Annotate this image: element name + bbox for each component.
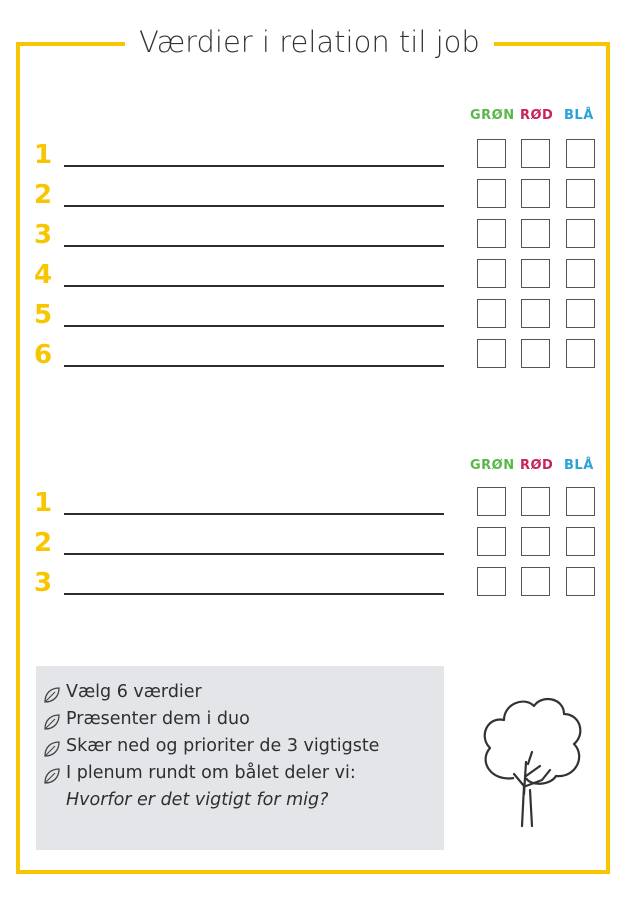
row-number: 2 — [34, 528, 53, 558]
instruction-item — [66, 709, 250, 729]
value-row-5 — [34, 299, 598, 331]
blue-checkbox[interactable] — [566, 219, 595, 248]
priority-row-2 — [34, 527, 598, 559]
green-checkbox[interactable] — [477, 219, 506, 248]
value-write-line[interactable] — [64, 165, 444, 167]
header-green: GRØN — [470, 458, 515, 473]
row-number: 4 — [34, 260, 53, 290]
red-checkbox[interactable] — [521, 219, 550, 248]
row-number: 3 — [34, 568, 53, 598]
red-checkbox[interactable] — [521, 567, 550, 596]
row-number: 2 — [34, 180, 53, 210]
row-number: 1 — [34, 140, 53, 170]
red-checkbox[interactable] — [521, 179, 550, 208]
value-write-line[interactable] — [64, 553, 444, 555]
blue-checkbox[interactable] — [566, 139, 595, 168]
header-green: GRØN — [470, 108, 515, 123]
row-number: 1 — [34, 488, 53, 518]
header-blue: BLÅ — [564, 458, 594, 473]
priority-row-1 — [34, 487, 598, 519]
instruction-text: I plenum rundt om bålet deler vi: — [66, 763, 356, 783]
blue-checkbox[interactable] — [566, 259, 595, 288]
red-checkbox[interactable] — [521, 259, 550, 288]
value-write-line[interactable] — [64, 285, 444, 287]
blue-checkbox[interactable] — [566, 527, 595, 556]
header-red: RØD — [520, 458, 554, 473]
green-checkbox[interactable] — [477, 299, 506, 328]
reflection-question: Hvorfor er det vigtigt for mig? — [66, 790, 329, 810]
green-checkbox[interactable] — [477, 339, 506, 368]
leaf-icon — [42, 685, 62, 705]
instruction-text: Skær ned og prioriter de 3 vigtigste — [66, 736, 380, 756]
page-title: Værdier i relation til job — [125, 20, 494, 64]
value-write-line[interactable] — [64, 205, 444, 207]
priority-row-3 — [34, 567, 598, 599]
row-number: 5 — [34, 300, 53, 330]
blue-checkbox[interactable] — [566, 299, 595, 328]
value-row-2 — [34, 179, 598, 211]
leaf-icon — [42, 712, 62, 732]
instruction-item — [66, 736, 379, 756]
red-checkbox[interactable] — [521, 527, 550, 556]
instructions-panel — [36, 666, 444, 850]
value-write-line[interactable] — [64, 593, 444, 595]
value-write-line[interactable] — [64, 245, 444, 247]
value-row-3 — [34, 219, 598, 251]
red-checkbox[interactable] — [521, 139, 550, 168]
green-checkbox[interactable] — [477, 567, 506, 596]
red-checkbox[interactable] — [521, 339, 550, 368]
green-checkbox[interactable] — [477, 139, 506, 168]
blue-checkbox[interactable] — [566, 339, 595, 368]
green-checkbox[interactable] — [477, 259, 506, 288]
row-number: 6 — [34, 340, 53, 370]
blue-checkbox[interactable] — [566, 487, 595, 516]
leaf-icon — [42, 766, 62, 786]
blue-checkbox[interactable] — [566, 567, 595, 596]
instruction-text: Vælg 6 værdier — [66, 682, 202, 702]
red-checkbox[interactable] — [521, 487, 550, 516]
value-row-1 — [34, 139, 598, 171]
leaf-icon — [42, 739, 62, 759]
instruction-item — [66, 763, 356, 783]
row-number: 3 — [34, 220, 53, 250]
blue-checkbox[interactable] — [566, 179, 595, 208]
green-checkbox[interactable] — [477, 179, 506, 208]
header-red: RØD — [520, 108, 554, 123]
red-checkbox[interactable] — [521, 299, 550, 328]
green-checkbox[interactable] — [477, 487, 506, 516]
value-write-line[interactable] — [64, 513, 444, 515]
instruction-item — [66, 682, 202, 702]
header-blue: BLÅ — [564, 108, 594, 123]
value-write-line[interactable] — [64, 365, 444, 367]
instruction-text: Præsenter dem i duo — [66, 709, 250, 729]
value-write-line[interactable] — [64, 325, 444, 327]
tree-icon — [470, 690, 590, 830]
value-row-4 — [34, 259, 598, 291]
value-row-6 — [34, 339, 598, 371]
green-checkbox[interactable] — [477, 527, 506, 556]
